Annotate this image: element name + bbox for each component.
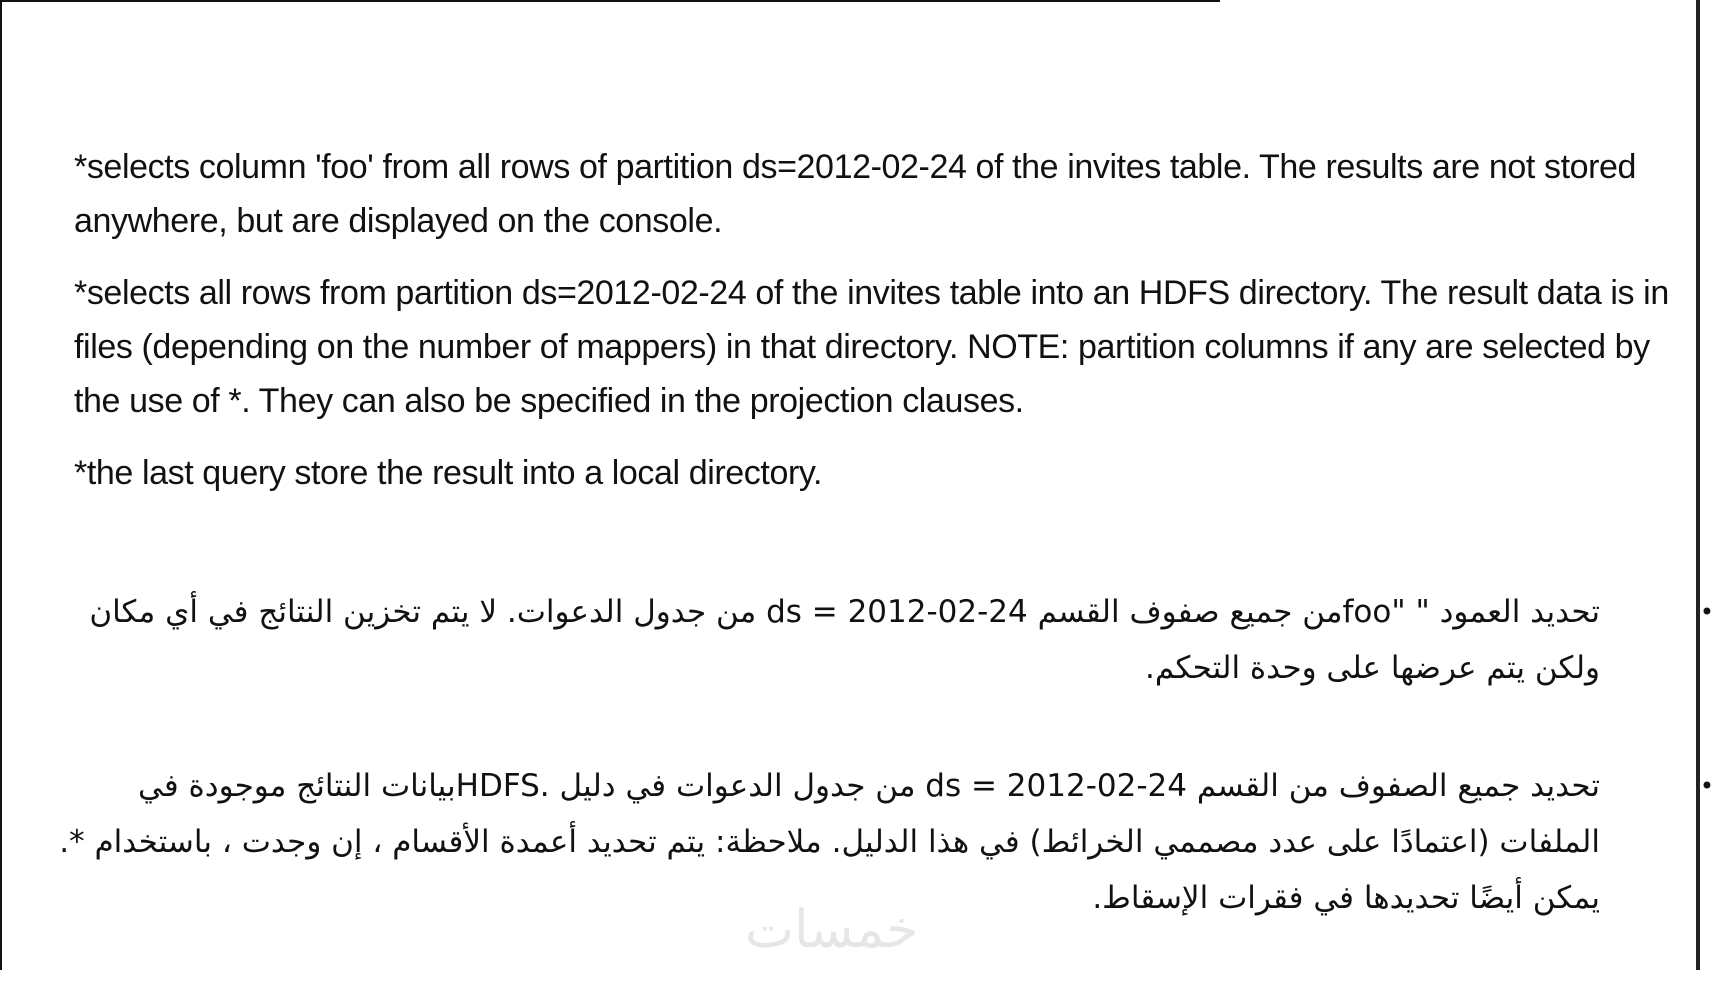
- arabic-item-2-text: تحديد جميع الصفوف من القسم ds = 2012-02-24 من جدول الدعوات في دليل .HDFSبيانات النتائج موجودة في الملفات (اعتمادًا على عدد مصممي الخرائط) في هذا الدليل. ملاحظة: يتم تحديد أعمدة الأقسام ، إن وجدت ، باستخدام *. يمكن أيضًا تحديدها في فقرات الإسقاط.: [59, 768, 1600, 916]
- right-border-line: [1696, 0, 1700, 970]
- left-border-line: [0, 0, 2, 970]
- top-border-line: [0, 0, 1220, 2]
- watermark-logo: خمسات: [745, 900, 919, 960]
- english-paragraph-2: *selects all rows from partition ds=2012-02-24 of the invites table into an HDFS directory. The result data is in files (depending on the number of mappers) in that directory. NOTE: partition columns if any are selected by the use of *. They can also be specified in the projection clauses.: [74, 274, 1669, 420]
- english-paragraph-1: *selects column 'foo' from all rows of partition ds=2012-02-24 of the invites table. The results are not stored anywhere, but are displayed on the console.: [74, 148, 1637, 240]
- bullet-icon: •: [1699, 598, 1714, 626]
- arabic-list-item-1: [40, 584, 1714, 696]
- bullet-icon: •: [1699, 772, 1714, 800]
- arabic-item-1-text: تحديد العمود " "fooمن جميع صفوف القسم ds = 2012-02-24 من جدول الدعوات. لا يتم تخزين النتائج في أي مكان ولكن يتم عرضها على وحدة التحكم.: [89, 594, 1600, 686]
- english-section: [74, 140, 1684, 518]
- english-paragraph-3: *the last query store the result into a local directory.: [74, 454, 823, 492]
